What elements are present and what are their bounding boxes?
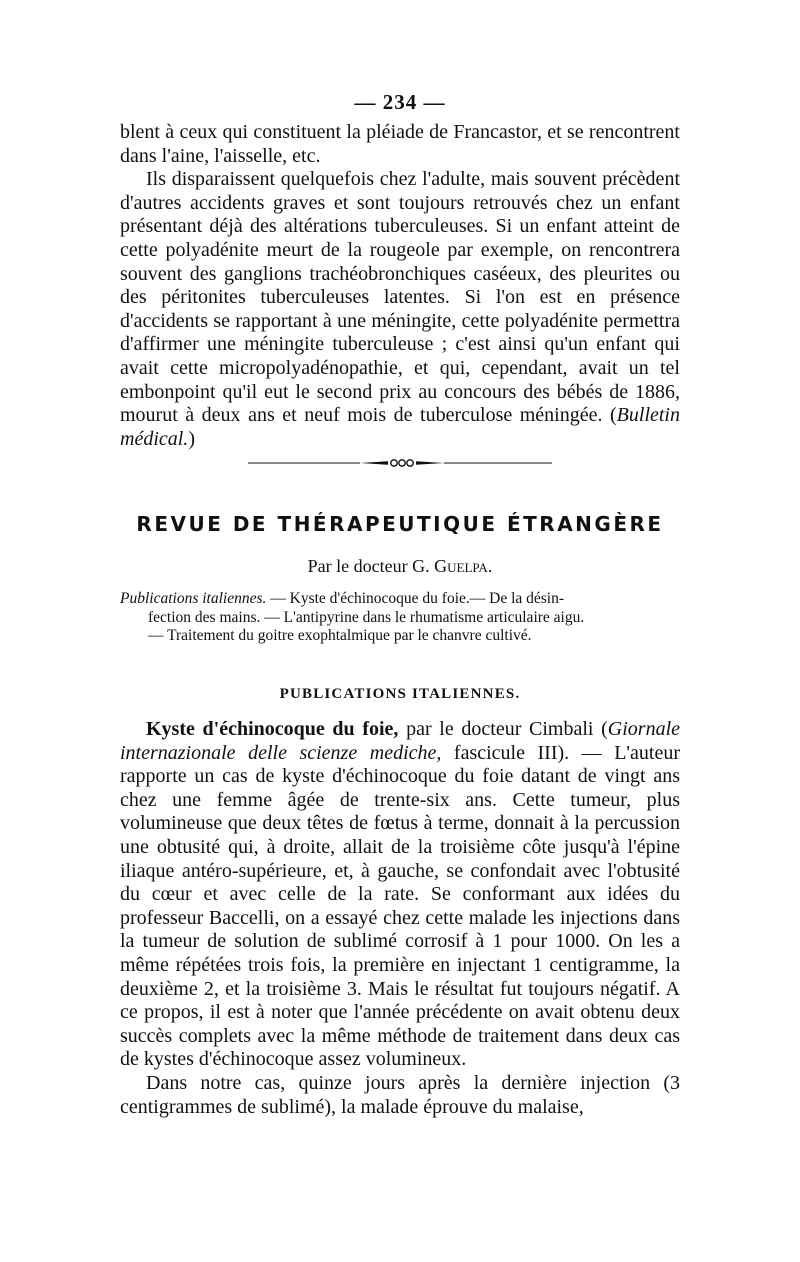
source-citation-close: ) — [188, 427, 195, 450]
paragraph-continuation-text: blent à ceux qui constituent la pléiade de Francastor, et se rencontrent dans l'aine, l'aisselle, etc. — [120, 121, 680, 167]
page-number: — 234 — — [354, 90, 446, 114]
paragraph-kyste-intro: par le docteur Cimbali ( — [398, 718, 608, 740]
article-heading: Kyste d'échinocoque du foie, — [146, 718, 399, 740]
source-citation: Bulletin médical. — [120, 404, 680, 450]
section-title: REVUE DE THÉRAPEUTIQUE ÉTRANGÈRE — [136, 512, 664, 536]
ornament-divider — [248, 456, 552, 470]
paragraph-kyste-text: fascicule III). — L'auteur rapporte un cas de kyste d'échinocoque du foie datant de vingt ans chez une femme âgée de trente-six ans. Cette tumeur, plus volumineuse que deux têtes de fœtus à terme, donnait à la percussion une obtusité qui, à droite, allait de la troisième côte jusqu'à l'épine iliaque antéro-supérieure, et, à gauche, se confondait avec l'obtusité du cœur et avec celle de la rate. Se conformant aux idées du professeur Baccelli, on a essayé chez cette malade les injections dans la tumeur de solution de sublimé corrosif à 1 pour 1000. On les a même répétées trois fois, la première en injectant 1 centigramme, la deuxième 2, et la troisième 3. Mais le résultat fut toujours négatif. A ce propos, il est à noter que l'année précédente on avait obtenu deux succès complets avec la même méthode de traitement dans deux cas de kystes d'échinocoque assez volumineux. — [120, 741, 680, 1071]
paragraph-continuation — [120, 121, 680, 168]
author-byline — [0, 556, 800, 577]
section-summary — [120, 590, 680, 646]
author-name: Guelpa. — [434, 556, 493, 576]
paragraph-adenopathy-text: Ils disparaissent quelquefois chez l'adulte, mais souvent précèdent d'autres accidents graves et sont toujours retrouvés chez un enfant présentant déjà des altérations tuberculeuses. Si un enfant atteint de cette polyadénite meurt de la rougeole par exemple, on rencontrera souvent des ganglions trachéobronchiques caséeux, des pleurites ou des péritonites tuberculeuses latentes. Si l'on est en présence d'accidents se rapportant à une méningite, cette polyadénite permettra d'affirmer une méningite tuberculeuse ; c'est ainsi qu'un enfant qui avait cette micropolyadénopathie, et qui, cependant, avait un tel embonpoint qu'il eut le second prix au concours des bébés de 1886, mourut à deux ans et neuf mois de tuberculose méningée. ( — [120, 168, 680, 427]
text-column-bottom — [120, 718, 680, 1119]
paragraph-notre-cas — [120, 1072, 680, 1119]
paragraph-adenopathy — [120, 168, 680, 451]
summary-lead: Publications italiennes. — [120, 590, 267, 607]
byline-prefix: Par le docteur G. — [307, 556, 435, 576]
paragraph-kyste — [120, 718, 680, 1072]
text-column-top — [120, 121, 680, 451]
paragraph-notre-cas-text: Dans notre cas, quinze jours après la dernière injection (3 centigrammes de sublimé), la malade éprouve du malaise, — [120, 1071, 680, 1118]
summary-line-2: fection des mains. — L'antipyrine dans le rhumatisme articulaire aigu. — [148, 608, 585, 626]
subheading: PUBLICATIONS ITALIENNES. — [279, 686, 521, 702]
summary-line-1: — Kyste d'échinocoque du foie.— De la désin- — [266, 590, 565, 607]
summary-line-3: — Traitement du goitre exophtalmique par le chanvre cultivé. — [148, 627, 532, 644]
journal-title: Giornale internazionale delle scienze mediche, — [120, 718, 681, 764]
